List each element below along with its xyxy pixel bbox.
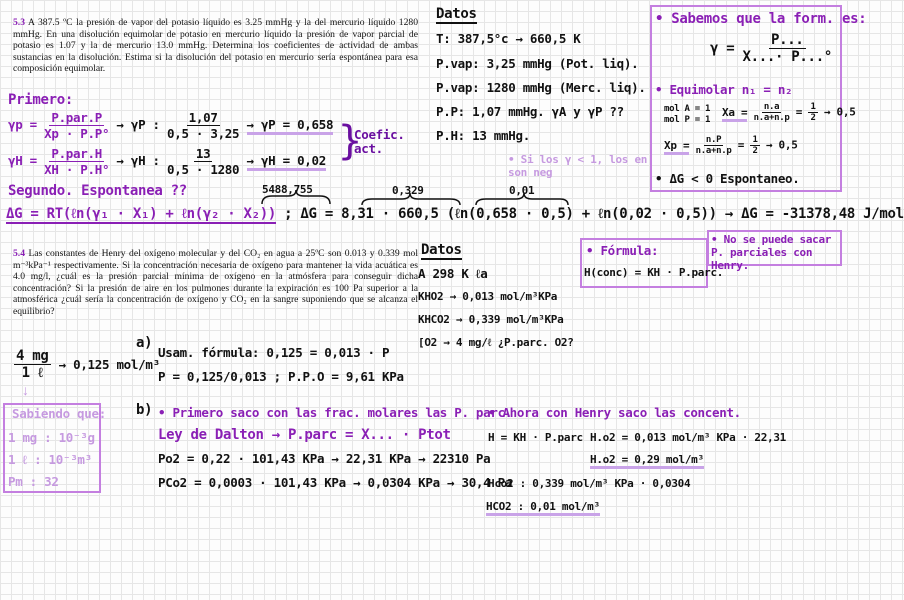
problem-5-4-text — [13, 248, 418, 318]
henry-formula: H(conc) = KH · P.parc. — [584, 266, 724, 279]
datos-line: [O2 → 4 mg/ℓ ¿P.parc. O2? — [418, 336, 574, 349]
gp-numerator: P.par.P — [51, 110, 102, 125]
xp-half-denominator: 2 — [752, 146, 758, 156]
part-a-line-1: Usam. fórmula: 0,125 = 0,013 · P — [158, 345, 390, 360]
part-b-line-1: • Primero saco con las frac. molares las P. parc. — [158, 405, 513, 420]
problem-statement: Las constantes de Henry del oxígeno molecular y del CO₂ en agua a 25ºC son 0.013 y 0.339 mol m⁻³kPa⁻¹ respectivamente. Si la concentración necesaria de oxígeno para mantener la vida acuática es 4.0 mg/l, ¿cuál es la presión parcial mínima de oxígeno en la atmósfera para conseguir dicha concentración? Si la presión de aire en los pulmones durante la expiración es 100 Pa superior a la atmosférica ¿cuál sería la concentración de oxígeno y CO₂ en la sangre suponiendo que se alcanza el equilibrio? — [13, 248, 418, 317]
xp-label: Xp = — [664, 139, 689, 155]
overbrace-value-1: 5488,755 — [262, 183, 313, 196]
datos-line: A 298 K ℓa — [418, 266, 488, 281]
ho2-result: H.o2 = 0,29 mol/m³ — [590, 453, 704, 469]
primero-heading: Primero: — [8, 92, 74, 108]
ho2-calculation: H.o2 = 0,013 mol/m³ KPa · 22,31 — [590, 431, 786, 444]
hco2-calculation: Hco2 : 0,339 mol/m³ KPa · 0,0304 — [488, 477, 691, 490]
down-arrow: ↓ — [22, 382, 29, 398]
equimolar-title: • Equimolar n₁ = n₂ — [655, 82, 793, 97]
henry-note: • No se puede sacar P. parciales con Henry. — [711, 233, 832, 272]
sabemos-title: • Sabemos que la form. es: — [655, 11, 867, 27]
sabiendo-title: Sabiendo que: — [12, 406, 106, 421]
gamma-label: γ = — [710, 40, 735, 57]
gh-denominator-value: 0,5 · 1280 — [167, 162, 240, 177]
henry-equation: H = KH · P.parc — [488, 431, 583, 444]
formula-numerator: P... — [770, 32, 804, 48]
delta-g-formula: ΔG = RT(ℓn(γ₁ · X₁) + ℓn(γ₂ · X₂)) — [6, 206, 277, 222]
po2-calculation: Po2 = 0,22 · 101,43 KPa → 22,31 KPa → 22310 Pa — [158, 451, 491, 466]
formula-denominator: X...· P...° — [742, 49, 832, 65]
datos-heading: Datos — [421, 242, 462, 258]
problem-number: 5.4 — [13, 248, 25, 259]
gp-arrow: → γP : — [116, 117, 160, 132]
formula-title: • Fórmula: — [586, 243, 659, 258]
overbrace-3 — [476, 193, 568, 205]
datos-line: P.vap: 1280 mmHg (Merc. liq). — [436, 80, 646, 95]
xa-denominator: n.a+n.p — [753, 113, 790, 123]
datos-line: P.vap: 3,25 mmHg (Pot. liq). — [436, 56, 639, 71]
gp-numerator-value: 1,07 — [188, 110, 218, 125]
xa-result: → 0,5 — [823, 105, 856, 119]
overbrace-value-3: 0,01 — [509, 184, 535, 197]
segundo-heading: Segundo. Espontanea ?? — [8, 183, 187, 199]
xa-numerator: n.a — [763, 102, 780, 112]
xa-label: Xa = — [722, 106, 747, 122]
gh-numerator-value: 13 — [195, 146, 211, 161]
unit-conversion — [14, 348, 160, 382]
gp-denominator: Xp · P.P° — [44, 126, 110, 141]
conversion-numerator: 4 mg — [16, 348, 49, 364]
sabiendo-line: Pm : 32 — [8, 474, 59, 489]
datos-line: T: 387,5°c → 660,5 K — [436, 31, 581, 46]
part-b-label: b) — [136, 402, 153, 418]
gh-arrow: → γH : — [116, 153, 160, 168]
datos-line: P.P: 1,07 mmHg. γA y γP ?? — [436, 104, 624, 119]
mol-p: mol P = 1 — [664, 115, 711, 125]
gh-label: γH = — [8, 153, 37, 168]
delta-g-line — [6, 206, 904, 223]
datos-line: KHCO2 → 0,339 mol/m³KPa — [418, 313, 564, 326]
conversion-result: → 0,125 mol/m³ — [58, 357, 160, 372]
dalton-law: Ley de Dalton → P.parc = X... · Ptot — [158, 427, 451, 443]
datos-line: P.H: 13 mmHg. — [436, 128, 530, 143]
part-a-label: a) — [136, 335, 153, 351]
xp-denominator: n.a+n.p — [695, 146, 732, 156]
xp-equals: = — [737, 138, 745, 152]
pco2-calculation: PCo2 = 0,0003 · 101,43 KPa → 0,0304 KPa → 30,4 Pa — [158, 475, 513, 490]
coefic-act-label: Coefic. act. — [354, 127, 405, 156]
overbrace-1 — [262, 190, 330, 204]
spontaneous-note: • ΔG < 0 Espontaneo. — [655, 171, 800, 186]
part-a-line-2: P = 0,125/0,013 ; P.P.O = 9,61 KPa — [158, 369, 404, 384]
overbrace-value-2: 0,329 — [392, 184, 424, 197]
gp-label: γp = — [8, 117, 37, 132]
problem-number: 5.3 — [13, 17, 25, 28]
henry-title: • Ahora con Henry saco las concent. — [488, 405, 741, 420]
xp-numerator: n.P — [705, 135, 722, 145]
gp-denominator-value: 0,5 · 3,25 — [167, 126, 240, 141]
xa-half-denominator: 2 — [810, 113, 816, 123]
brace-coefficients: } — [338, 118, 362, 164]
conversion-denominator: 1 ℓ — [21, 365, 43, 381]
gp-result: → γP = 0,658 — [247, 117, 334, 135]
mol-a: mol A = 1 — [664, 104, 711, 114]
overbrace-2 — [362, 193, 460, 205]
problem-statement: A 387.5 ºC la presión de vapor del potasio líquido es 3.25 mmHg y la del mercurio líquido 1280 mmHg. En una disolución equimolar de potasio en mercurio líquido la presión de vapor parcial de potasio es 1.07 y la de mercurio 13.0 mmHg. Determina los coeficientes de actividad de ambas sustancias en la disolución. Estima si la disolución del potasio en mercurio sería espontánea para esa composición equimolar. — [13, 17, 418, 75]
xp-half-numerator: 1 — [752, 135, 758, 145]
sabiendo-line: 1 ℓ : 10⁻³m³ — [8, 452, 92, 467]
datos-heading: Datos — [436, 6, 477, 22]
xp-result: → 0,5 — [765, 138, 798, 152]
gh-numerator: P.par.H — [51, 146, 102, 161]
sabiendo-line: 1 mg : 10⁻³g — [8, 430, 95, 445]
gh-result: → γH = 0,02 — [247, 153, 326, 171]
xa-half-numerator: 1 — [810, 102, 816, 112]
datos-line: KHO2 → 0,013 mol/m³KPa — [418, 290, 558, 303]
xa-equals: = — [795, 105, 803, 119]
hco2-result: HCO2 : 0,01 mol/m³ — [486, 500, 600, 516]
negative-note: • Si los γ < 1, los en son neg — [508, 153, 648, 179]
gh-denominator: XH · P.H° — [44, 162, 110, 177]
delta-g-calculation: ; ΔG = 8,31 · 660,5 (ℓn(0,658 · 0,5) + ℓn(0,02 · 0,5)) → ΔG = -31378,48 J/mol — [284, 206, 904, 222]
